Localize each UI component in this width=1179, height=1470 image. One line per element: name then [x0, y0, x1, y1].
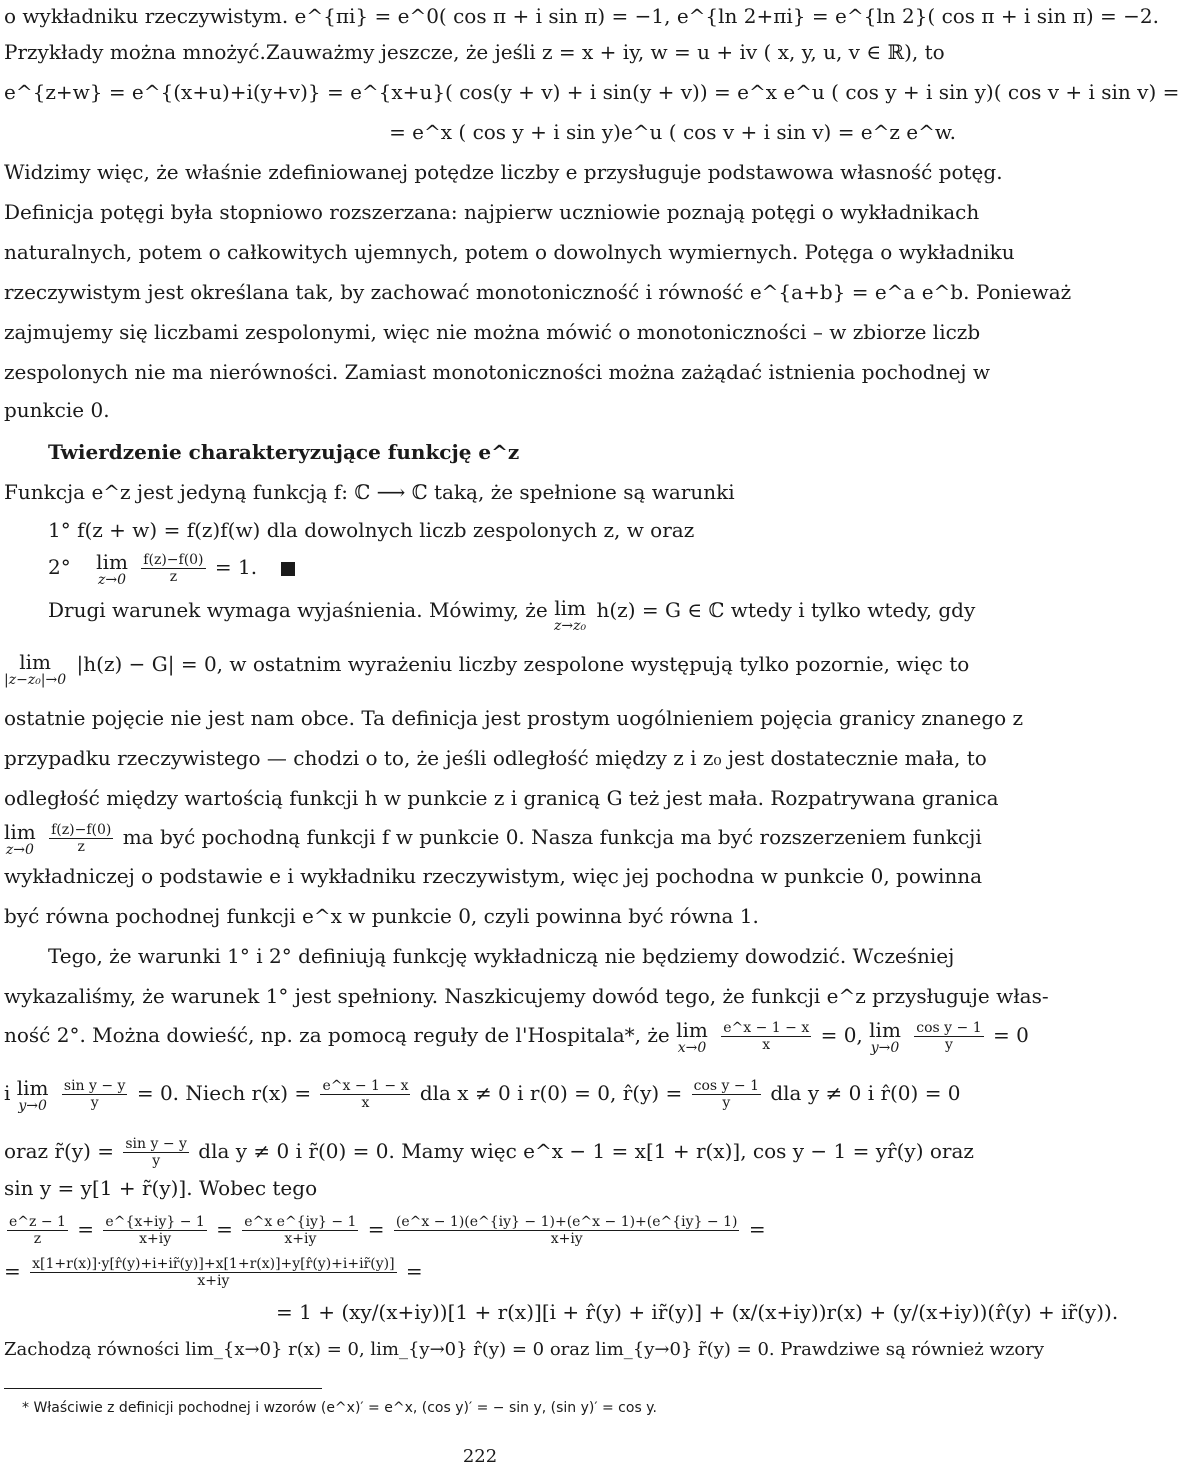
text-line: e^{z+w} = e^{(x+u)+i(y+v)} = e^{x+u}( cos(y + v) + i sin(y + v)) = e^x e^u ( cos y + i sin y)( cos v + i sin v) =	[4, 80, 1179, 104]
proof-line: i lim y→0 $\frac{\text{sin y − y}}{y}$ = 0. Niech r(x) = $\frac{e\^{}x - 1 - x}{x}$ dla x ≠ 0 i r(0) = 0, r̂(y) = $\frac{\text{cos y − 1}}{y}$ dla y ≠ 0 i r̂(0) = 0	[4, 1076, 961, 1114]
qed-square-icon	[281, 562, 295, 576]
proof-line: ność 2°. Można dowieść, np. za pomocą reguły de l'Hospitala*, że lim x→0 $\frac{e\^{}x - 1 - x}{x}$ = 0, lim y→0 $\frac{\text{cos y − 1}}{y}$ = 0	[4, 1018, 1029, 1056]
explanation-line: być równa pochodnej funkcji e^x w punkcie 0, czyli powinna być równa 1.	[4, 904, 759, 928]
explanation-line: wykładniczej o podstawie e i wykładniku rzeczywistym, więc jej pochodna w punkcie 0, powinna	[4, 864, 983, 888]
limit-operator: lim z→z₀	[554, 596, 587, 634]
fraction: $\frac{\text{cos y − 1}}{y}$	[916, 1020, 982, 1053]
equation-line: $\frac{e\^{}z - 1}{z}$ = $\frac{e\^{}\{x+iy\} - 1}{x+iy}$ = $\frac{\text{e\textasciicircum{}x e\textasciicircum{}\{iy\} − 1}}{x+iy}$ = $\frac{(e\^{}x - 1)(e\^{}\{iy\} - 1)+(e\^{}x - 1)+(e\^{}\{iy\} - 1)}{x+iy}$ =	[9, 1214, 766, 1247]
limit-operator: lim z→0	[96, 550, 128, 588]
fraction: $\frac{f(z)-f(0)}{z}$	[51, 822, 112, 855]
explanation-line: ostatnie pojęcie nie jest nam obce. Ta definicja jest prostym uogólnieniem pojęcia granicy znanego z	[4, 706, 1024, 730]
text-line: zajmujemy się liczbami zespolonymi, więc nie można mówić o monotoniczności – w zbiorze liczb	[4, 320, 981, 344]
equation-line: = $\frac{x[1+r(x)]\cdot y[r̂(y)+i+ir̃(y)]+x[1+r(x)]+y[r̂(y)+i+ir̃(y)]}{x+iy}$ =	[4, 1256, 423, 1289]
footnote-divider	[4, 1388, 322, 1389]
proof-line: Tego, że warunki 1° i 2° definiują funkcję wykładniczą nie będziemy dowodzić. Wcześniej	[48, 944, 955, 968]
fraction: $\frac{\text{e\textasciicircum{}x e\textasciicircum{}\{iy\} − 1}}{x+iy}$	[244, 1214, 357, 1247]
fraction: $\frac{e\^{}\{x+iy\} - 1}{x+iy}$	[105, 1214, 205, 1247]
page-number: 222	[462, 1446, 498, 1467]
explanation-line: lim |z−z₀|→0 |h(z) − G| = 0, w ostatnim wyrażeniu liczby zespolone występują tylko pozornie, więc to	[4, 650, 970, 688]
text-line: Definicja potęgi była stopniowo rozszerzana: najpierw uczniowie poznają potęgi o wykładnikach	[4, 200, 980, 224]
proof-line: Zachodzą równości lim_{x→0} r(x) = 0, lim_{y→0} r̂(y) = 0 oraz lim_{y→0} r̃(y) = 0. Prawdziwe są również wzory	[4, 1339, 1045, 1360]
fraction: $\frac{x[1+r(x)]\cdot y[r̂(y)+i+ir̃(y)]+x[1+r(x)]+y[r̂(y)+i+ir̃(y)]}{x+iy}$	[32, 1256, 395, 1289]
fraction: $\frac{e\^{}x - 1 - x}{x}$	[723, 1020, 810, 1053]
theorem-condition-1: 1° f(z + w) = f(z)f(w) dla dowolnych liczb zespolonych z, w oraz	[48, 518, 695, 542]
text-line: Przykłady można mnożyć.Zauważmy jeszcze, że jeśli z = x + iy, w = u + iv ( x, y, u, v ∈ ℝ), to	[4, 40, 945, 64]
explanation-line: lim z→0 $\frac{f(z)-f(0)}{z}$ ma być pochodną funkcji f w punkcie 0. Nasza funkcja ma być rozszerzeniem funkcji	[4, 820, 982, 858]
limit-operator: lim x→0	[676, 1018, 708, 1056]
theorem-title: Twierdzenie charakteryzujące funkcję e^z	[48, 440, 520, 464]
text-line: = e^x ( cos y + i sin y)e^u ( cos v + i sin v) = e^z e^w.	[389, 120, 956, 144]
text-line: o wykładniku rzeczywistym. e^{πi} = e^0( cos π + i sin π) = −1, e^{ln 2+πi} = e^{ln 2}( cos π + i sin π) = −2.	[4, 4, 1159, 28]
footnote: * Właściwie z definicji pochodnej i wzorów (e^x)′ = e^x, (cos y)′ = − sin y, (sin y)′ = cos y.	[22, 1400, 657, 1416]
fraction: $\frac{\text{sin y − y}}{y}$	[63, 1078, 126, 1111]
explanation-line: odległość między wartością funkcji h w punkcie z i granicą G też jest mała. Rozpatrywana granica	[4, 786, 999, 810]
equation-line: = 1 + (xy/(x+iy))[1 + r(x)][i + r̂(y) + ir̃(y)] + (x/(x+iy))r(x) + (y/(x+iy))(r̂(y) + ir̃(y)).	[276, 1300, 1119, 1324]
text-line: Widzimy więc, że właśnie zdefiniowanej potędze liczby e przysługuje podstawowa własność potęg.	[4, 160, 1003, 184]
explanation-line: przypadku rzeczywistego — chodzi o to, że jeśli odległość między z i z₀ jest dostatecznie mała, to	[4, 746, 987, 770]
text-line: zespolonych nie ma nierówności. Zamiast monotoniczności można zażądać istnienia pochodnej w	[4, 360, 990, 384]
limit-operator: lim y→0	[16, 1076, 49, 1114]
fraction: $\frac{\text{cos y − 1}}{y}$	[693, 1078, 759, 1111]
text-line: naturalnych, potem o całkowitych ujemnych, potem o dowolnych wymiernych. Potęga o wykładniku	[4, 240, 1015, 264]
explanation-line: Drugi warunek wymaga wyjaśnienia. Mówimy, że lim z→z₀ h(z) = G ∈ ℂ wtedy i tylko wtedy, gdy	[48, 596, 976, 634]
proof-line: sin y = y[1 + r̃(y)]. Wobec tego	[4, 1176, 318, 1200]
fraction: $\frac{\text{sin y − y}}{y}$	[125, 1136, 187, 1169]
condition-number: 2°	[48, 555, 71, 579]
proof-line: wykazaliśmy, że warunek 1° jest spełniony. Naszkicujemy dowód tego, że funkcji e^z przysługuje włas-	[4, 984, 1049, 1008]
fraction: $\frac{(e\^{}x - 1)(e\^{}\{iy\} - 1)+(e\^{}x - 1)+(e\^{}\{iy\} - 1)}{x+iy}$	[395, 1214, 738, 1247]
limit-operator: lim z→0	[4, 820, 36, 858]
theorem-condition-2	[48, 552, 1000, 588]
theorem-statement: Funkcja e^z jest jedyną funkcją f: ℂ ⟶ ℂ taką, że spełnione są warunki	[4, 480, 735, 504]
limit-value: = 1.	[214, 555, 258, 579]
fraction: $\frac{e\^{}z - 1}{z}$	[9, 1214, 66, 1247]
fraction: $\frac{e\^{}x - 1 - x}{x}$	[322, 1078, 409, 1111]
limit-operator: lim |z−z₀|→0	[4, 650, 67, 688]
limit-operator: lim y→0	[869, 1018, 901, 1056]
proof-line: oraz r̃(y) = $\frac{\text{sin y − y}}{y}$ dla y ≠ 0 i r̃(0) = 0. Mamy więc e^x − 1 = x[1 + r(x)], cos y − 1 = yr̂(y) oraz	[4, 1136, 974, 1169]
text-line: rzeczywistym jest określana tak, by zachować monotoniczność i równość e^{a+b} = e^a e^b. Ponieważ	[4, 280, 1072, 304]
fraction: $\frac{f(z)-f(0)}{z}$	[143, 552, 204, 585]
text-line: punkcie 0.	[4, 398, 110, 422]
